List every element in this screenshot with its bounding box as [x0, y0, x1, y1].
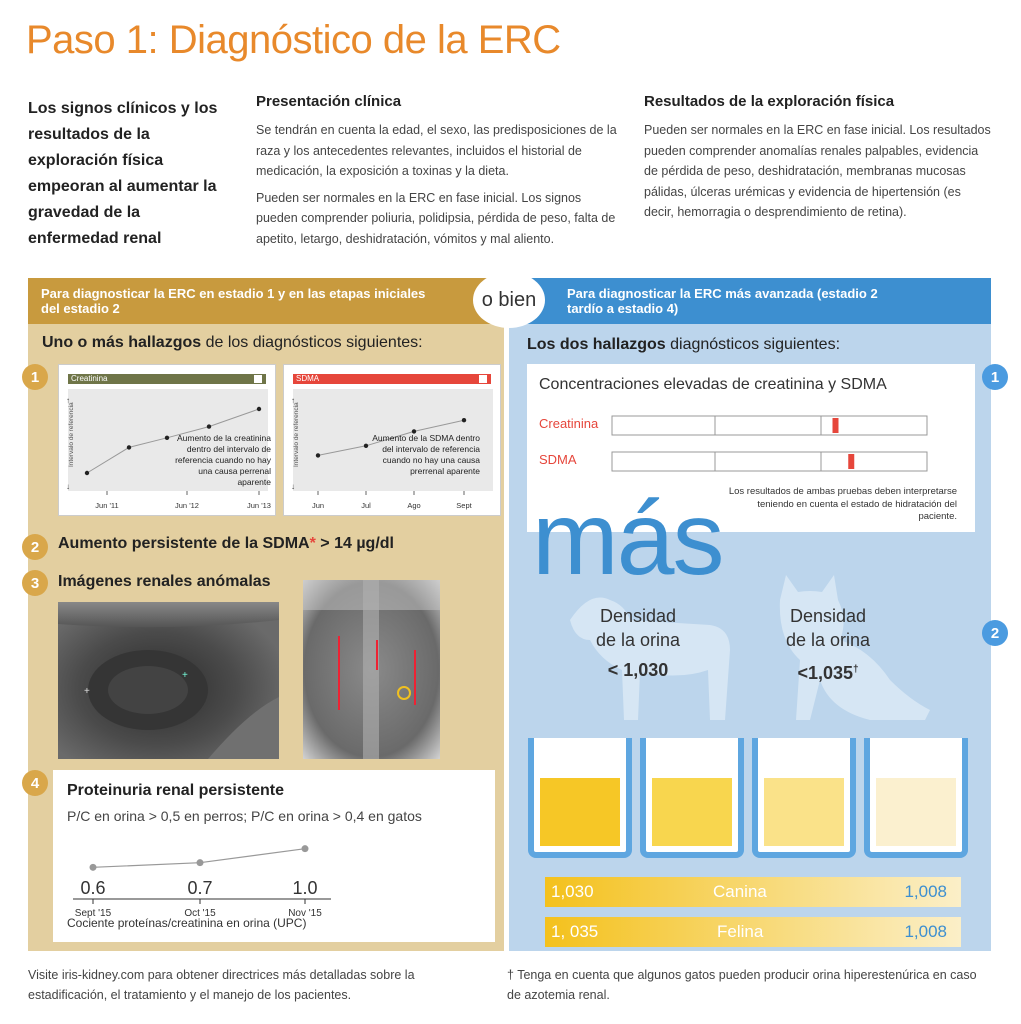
data-point [364, 444, 368, 448]
item-2-asterisk: * [309, 535, 316, 552]
tick-label: Jun '12 [175, 501, 199, 510]
sdma-ticks [312, 491, 473, 510]
sdma-chart-title: SDMA [296, 374, 320, 383]
exploracion-heading: Resultados de la exploración física [644, 93, 895, 110]
proteinuria-criteria: P/C en orina > 0,5 en perros; P/C en orina > 0,4 en gatos [67, 808, 422, 824]
tick-label: Sept [456, 501, 472, 510]
data-point [257, 407, 261, 411]
urine-beaker [752, 738, 856, 858]
upc-tick-label: Oct '15 [184, 908, 216, 918]
urine-fill [652, 778, 732, 846]
item-2-value: > 14 µg/dl [315, 535, 394, 552]
felina-label: Felina [717, 922, 764, 941]
dog-density-value: < 1,030 [607, 660, 669, 680]
urine-fill [764, 778, 844, 846]
canina-left-value: 1,030 [551, 882, 594, 901]
page-title: Paso 1: Diagnóstico de la ERC [26, 18, 561, 62]
left-subheading-rest: de los diagnósticos siguientes: [201, 334, 423, 351]
creatinine-note: Aumento de la creatinina dentro del intervalo de referencia cuando no hay una causa perrenal aparente [175, 433, 271, 487]
exploracion-paragraph: Pueden ser normales en la ERC en fase inicial. Los resultados pueden comprender anomalías renales palpables, evidencia de pérdida de peso, deshidratación, membranas mucosas pálidas, úlceras urémicas y evidencia de hipertensión (es decir, hemorragia o desprendimiento de retina). [644, 123, 991, 219]
step-1-badge: 1 [22, 364, 48, 390]
cat-density-mark: † [853, 664, 859, 675]
left-subheading [42, 334, 423, 352]
track-0 [612, 416, 927, 435]
upc-caption: Cociente proteínas/creatinina en orina (UPC) [67, 916, 307, 930]
sdma-note: Aumento de la SDMA dentro del intervalo de referencia cuando no hay una causa prerrenal aparente [372, 433, 480, 476]
left-header-text: Para diagnosticar la ERC en estadio 1 y en las etapas iniciales del estadio 2 [41, 286, 426, 316]
right-subheading [527, 336, 840, 354]
tick-label: Jun '13 [247, 501, 271, 510]
creatinine-chart-title: Creatinina [71, 374, 108, 383]
arrow-down-icon: ↓ [291, 482, 295, 491]
data-point [462, 418, 466, 422]
upc-value-label: 0.6 [80, 878, 106, 898]
data-point [165, 436, 169, 440]
upc-point [302, 845, 309, 852]
step-4-badge: 4 [22, 770, 48, 796]
cat-density-line2: de la orina [785, 630, 871, 650]
presentacion-paragraph-1: Se tendrán en cuenta la edad, el sexo, las predisposiciones de la raza y los antecedentes relevantes, incluidos el historial de medicación, la exposición a toxinas y la dieta. [256, 123, 617, 178]
creatinine-chart-card [58, 364, 276, 516]
upc-chart [53, 828, 495, 918]
arrow-up-icon: ↑ [291, 396, 295, 405]
creatinine-yaxis-label: Intervalo de referencia [68, 402, 75, 467]
track-1 [612, 452, 927, 471]
level-marker [848, 454, 854, 469]
dog-density-line2: de la orina [595, 630, 681, 650]
felina-gradient [545, 917, 961, 947]
left-subheading-bold: Uno o más hallazgos [42, 334, 202, 351]
creatinine-row-label: Creatinina [539, 416, 599, 431]
upc-point [90, 864, 97, 871]
urine-beaker [528, 738, 632, 858]
canina-gradient [545, 877, 961, 907]
right-step-2-badge: 2 [982, 620, 1008, 646]
arrow-up-icon: ↑ [66, 396, 70, 405]
sdma-chart-card [283, 364, 501, 516]
concentration-title: Concentraciones elevadas de creatinina y SDMA [539, 376, 887, 393]
presentacion-paragraph-2: Pueden ser normales en la ERC en fase inicial. Los signos pueden comprender poliuria, polidipsia, pérdida de peso, falta de apetito, letargo, deshidratación, vómitos y mal aliento. [256, 190, 616, 246]
felina-right-value: 1,008 [904, 922, 947, 941]
upc-tick-label: Nov '15 [288, 908, 322, 918]
upc-value-label: 0.7 [187, 878, 213, 898]
item-3-text: Imágenes renales anómalas [58, 573, 271, 590]
cat-density [758, 604, 898, 685]
right-header-text: Para diagnosticar la ERC más avanzada (estadio 2 tardío a estadio 4) [567, 286, 878, 316]
close-icon [479, 375, 487, 383]
marker-icon: + [182, 670, 188, 681]
cat-density-value-wrap [758, 658, 898, 685]
ultrasound-image [58, 602, 279, 759]
urine-fill [540, 778, 620, 846]
ultrasound-graphic [58, 602, 279, 759]
dog-density-line1: Densidad [599, 606, 677, 626]
level-marker [833, 418, 839, 433]
creatinine-ticks [95, 491, 271, 510]
tick-label: Jun [311, 501, 325, 510]
right-subheading-rest: diagnósticos siguientes: [665, 336, 841, 353]
presentacion-heading: Presentación clínica [256, 93, 402, 110]
item-2-text [58, 535, 394, 553]
urine-beaker [640, 738, 744, 858]
intro-text: Los signos clínicos y los resultados de la exploración física empeoran al aumentar la gravedad de la enfermedad renal [28, 100, 218, 247]
cat-density-line1: Densidad [789, 606, 867, 626]
urine-beaker [864, 738, 968, 858]
right-step-1-badge: 1 [982, 364, 1008, 390]
upc-value-label: 1.0 [292, 878, 318, 898]
right-subheading-bold: Los dos hallazgos [527, 336, 666, 353]
sdma-yaxis-label: Intervalo de referencia [293, 402, 300, 467]
canina-label: Canina [713, 882, 767, 901]
data-point [316, 453, 320, 457]
urine-fill [876, 778, 956, 846]
cat-density-value: <1,035 [797, 663, 853, 683]
tick-label: Jun '11 [95, 501, 119, 510]
tick-label: Jul [361, 501, 371, 510]
footer-right: † Tenga en cuenta que algunos gatos pueden producir orina hiperestenúrica en caso de azotemia renal. [507, 968, 977, 1002]
step-2-badge: 2 [22, 534, 48, 560]
xray-graphic [303, 580, 440, 759]
mas-word: más [532, 481, 723, 597]
canina-right-value: 1,008 [904, 882, 947, 901]
item-2-label: Aumento persistente de la SDMA [58, 535, 310, 552]
sdma-chart-titlebar [293, 374, 491, 384]
exploracion-section [644, 93, 994, 223]
dog-density [568, 604, 708, 682]
proteinuria-card [53, 770, 495, 942]
upc-tick-label: Sept '15 [74, 908, 112, 918]
arrow-down-icon: ↓ [66, 482, 70, 491]
step-3-badge: 3 [22, 570, 48, 596]
left-panel-header [28, 278, 504, 324]
proteinuria-title: Proteinuria renal persistente [67, 782, 284, 799]
data-point [207, 424, 211, 428]
felina-left-value: 1, 035 [551, 922, 599, 941]
xray-image [303, 580, 440, 759]
data-point [85, 471, 89, 475]
or-badge: o bien [473, 272, 545, 328]
close-icon [254, 375, 262, 383]
sdma-row-label: SDMA [539, 452, 577, 467]
marker-icon: + [84, 686, 90, 697]
footer-left: Visite iris-kidney.com para obtener directrices más detalladas sobre la estadificación, el tratamiento y el manejo de los pacientes. [28, 968, 415, 1002]
tick-label: Ago [407, 501, 421, 510]
creatinine-chart-titlebar [68, 374, 266, 384]
concentration-bars [527, 364, 975, 484]
right-panel-header [509, 278, 991, 324]
concentration-note: Los resultados de ambas pruebas deben interpretarse teniendo en cuenta el estado de hidratación del paciente. [728, 486, 957, 522]
presentacion-section [256, 93, 621, 249]
upc-point [197, 859, 204, 866]
data-point [127, 445, 131, 449]
